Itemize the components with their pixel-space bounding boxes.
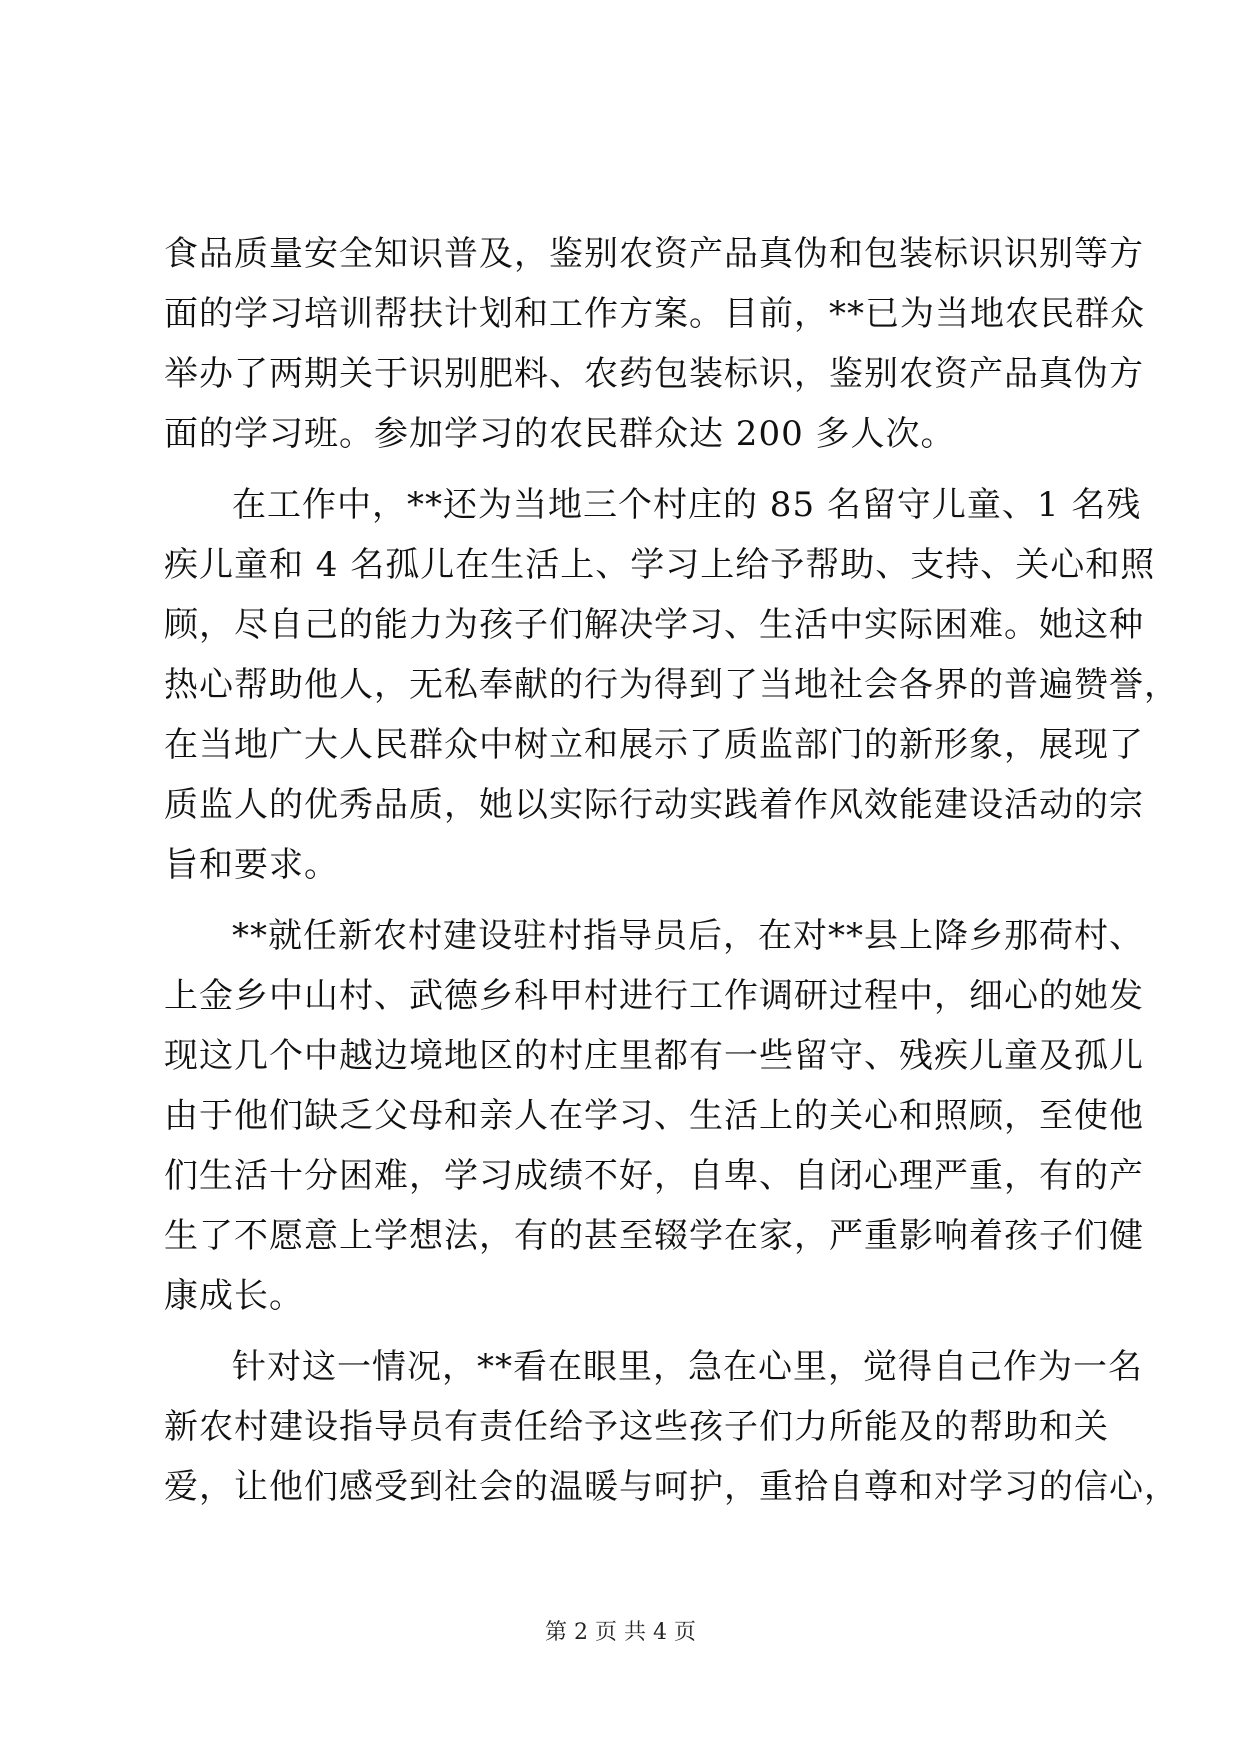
text-line: 旨和要求。 <box>164 845 339 885</box>
text-line: 举办了两期关于识别肥料、农药包装标识，鉴别农资产品真伪方 <box>164 354 1144 394</box>
text-line: 在工作中，**还为当地三个村庄的 85 名留守儿童、1 名残 <box>232 485 1142 525</box>
text-line: 爱，让他们感受到社会的温暖与呵护，重拾自尊和对学习的信心， <box>164 1467 1179 1507</box>
text-line: 由于他们缺乏父母和亲人在学习、生活上的关心和照顾，至使他 <box>164 1096 1144 1136</box>
text-line: 针对这一情况，**看在眼里，急在心里，觉得自己作为一名 <box>232 1347 1143 1387</box>
text-line: 面的学习班。参加学习的农民群众达 200 多人次。 <box>164 414 956 454</box>
text-line: 在当地广大人民群众中树立和展示了质监部门的新形象，展现了 <box>164 725 1144 765</box>
text-line: 顾，尽自己的能力为孩子们解决学习、生活中实际困难。她这种 <box>164 605 1144 645</box>
text-line: 康成长。 <box>164 1276 304 1316</box>
text-line: 食品质量安全知识普及，鉴别农资产品真伪和包装标识识别等方 <box>164 234 1144 274</box>
text-line: 新农村建设指导员有责任给予这些孩子们力所能及的帮助和关 <box>164 1407 1109 1447</box>
text-line: 们生活十分困难，学习成绩不好，自卑、自闭心理严重，有的产 <box>164 1156 1144 1196</box>
page-number-footer: 第 2 页 共 4 页 <box>545 1620 696 1645</box>
text-line: **就任新农村建设驻村指导员后，在对**县上降乡那荷村、 <box>232 916 1144 956</box>
text-line: 热心帮助他人，无私奉献的行为得到了当地社会各界的普遍赞誉， <box>164 665 1179 705</box>
text-line: 面的学习培训帮扶计划和工作方案。目前，**已为当地农民群众 <box>164 294 1145 334</box>
text-line: 上金乡中山村、武德乡科甲村进行工作调研过程中，细心的她发 <box>164 976 1144 1016</box>
text-line: 生了不愿意上学想法，有的甚至辍学在家，严重影响着孩子们健 <box>164 1216 1144 1256</box>
text-line: 疾儿童和 4 名孤儿在生活上、学习上给予帮助、支持、关心和照 <box>164 545 1156 585</box>
text-line: 现这几个中越边境地区的村庄里都有一些留守、残疾儿童及孤儿 <box>164 1036 1144 1076</box>
text-line: 质监人的优秀品质，她以实际行动实践着作风效能建设活动的宗 <box>164 785 1144 825</box>
